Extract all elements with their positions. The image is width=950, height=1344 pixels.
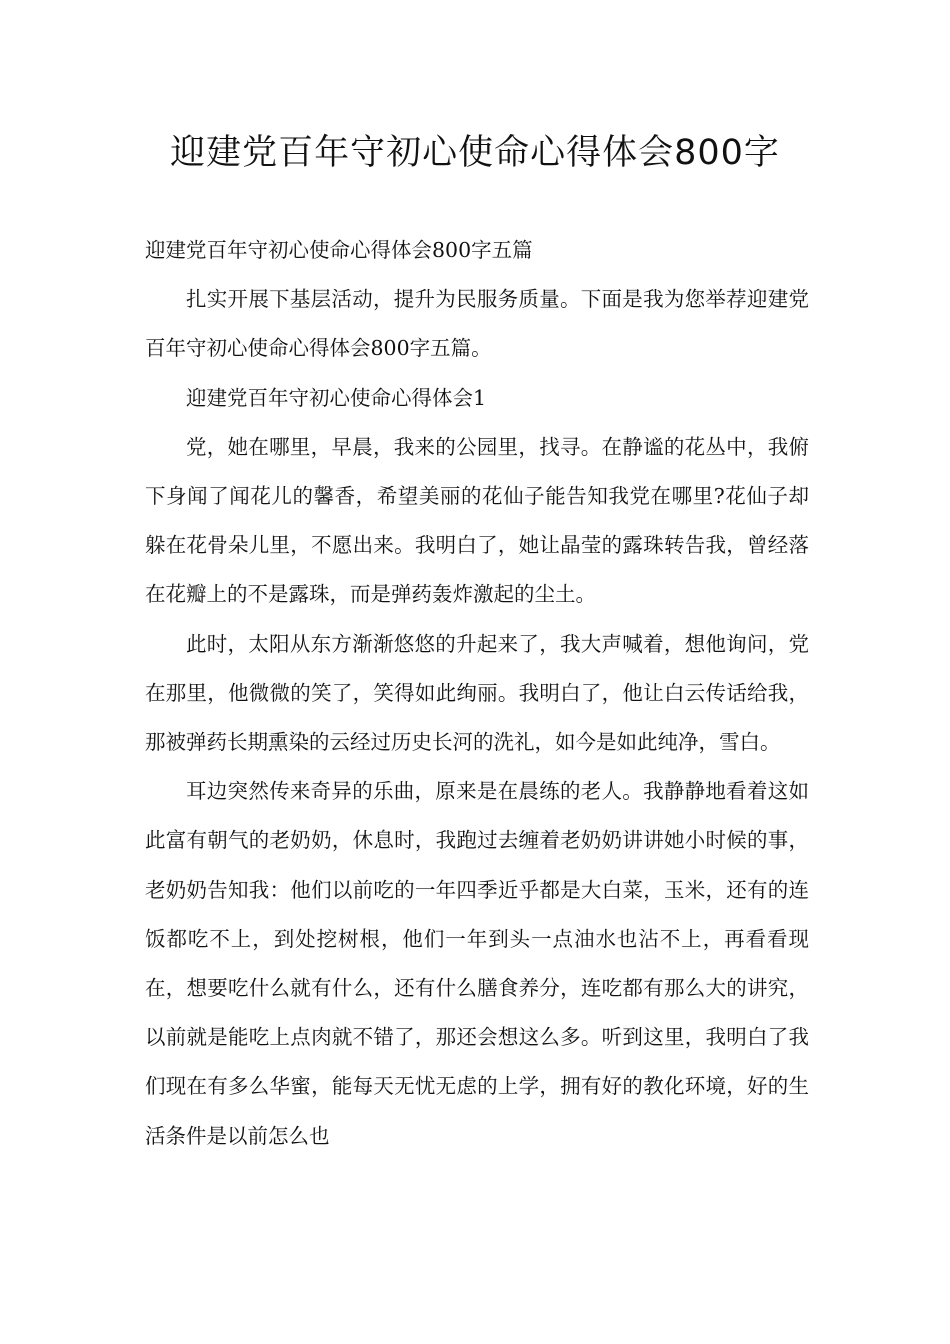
body-paragraph-1: 党，她在哪里，早晨，我来的公园里，找寻。在静谧的花丛中，我俯下身闻了闻花儿的馨香，希望美丽的花仙子能告知我党在哪里?花仙子却躲在花骨朵儿里，不愿出来。我明白了，她让晶莹的露珠转告我，曾经落在花瓣上的不是露珠，而是弹药轰炸激起的尘土。: [145, 434, 809, 607]
document-title: 迎建党百年守初心使命心得体会800字: [170, 133, 780, 173]
intro-paragraph: 扎实开展下基层活动，提升为民服务质量。下面是我为您举荐迎建党百年守初心使命心得体会800字五篇。: [145, 287, 809, 361]
body-paragraph-3: 耳边突然传来奇异的乐曲，原来是在晨练的老人。我静静地看着这如此富有朝气的老奶奶，休息时，我跑过去缠着老奶奶讲讲她小时候的事，老奶奶告知我：他们以前吃的一年四季近乎都是大白菜，玉米，还有的连饭都吃不上，到处挖树根，他们一年到头一点油水也沾不上，再看看现在，想要吃什么就有什么，还有什么膳食养分，连吃都有那么大的讲究，以前就是能吃上点肉就不错了，那还会想这么多。听到这里，我明白了我们现在有多么华蜜，能每天无忧无虑的上学，拥有好的教化环境，好的生活条件是以前怎么也: [145, 779, 809, 1148]
document-subtitle: 迎建党百年守初心使命心得体会800字五篇: [145, 238, 533, 262]
document-body: [145, 226, 809, 1161]
body-paragraph-2: 此时，太阳从东方渐渐悠悠的升起来了，我大声喊着，想他询问，党在那里，他微微的笑了，笑得如此绚丽。我明白了，他让白云传话给我，那被弹药长期熏染的云经过历史长河的洗礼，如今是如此纯净，雪白。: [145, 631, 809, 755]
section-heading: 迎建党百年守初心使命心得体会1: [186, 385, 487, 410]
